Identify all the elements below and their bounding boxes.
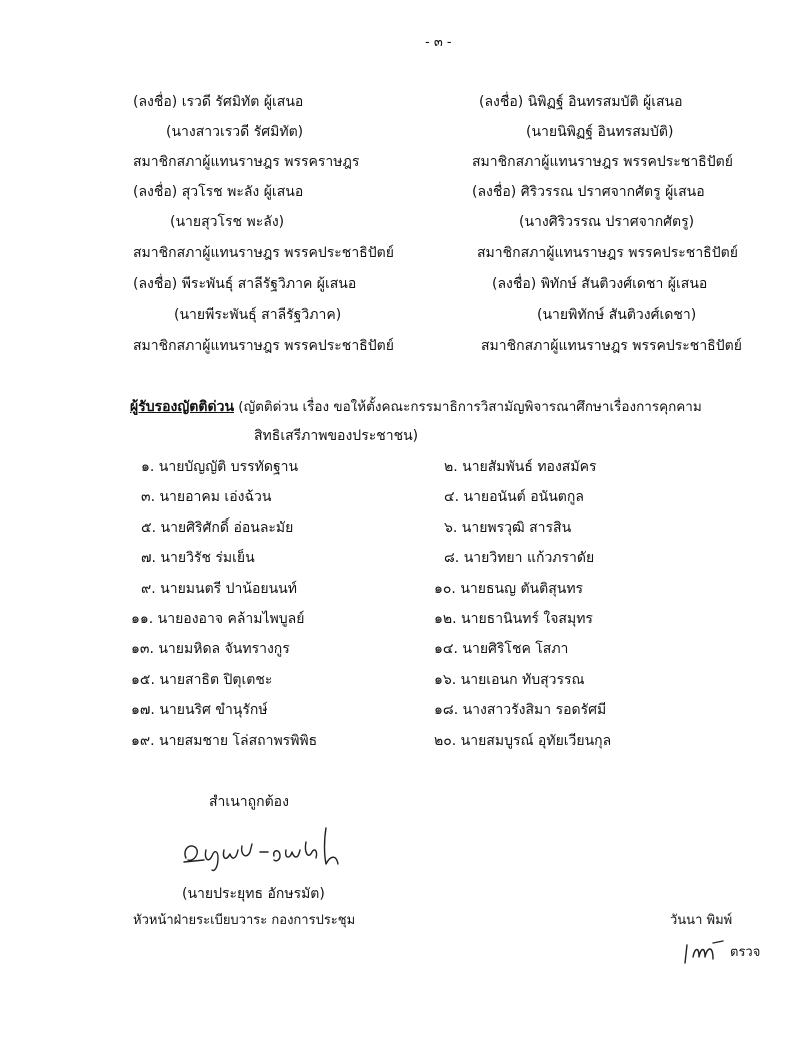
endorser-20: ๒๐. นายสมบูรณ์ อุทัยเวียนกุล [434, 733, 612, 749]
endorsers-heading-desc-line2: สิทธิเสรีภาพของประชาชน) [254, 428, 419, 444]
signatory-1-name: (นางสาวเรวดี รัศมิทัต) [166, 124, 304, 140]
endorser-9: ๙. นายมนตรี ปาน้อยนนท์ [141, 581, 297, 597]
signatory-2-position: สมาชิกสภาผู้แทนราษฎร พรรคประชาธิปัตย์ [472, 154, 733, 170]
signatory-5-sign: (ลงชื่อ) พีระพันธุ์ สาลีรัฐวิภาค ผู้เสนอ [133, 276, 357, 292]
signatory-2-sign: (ลงชื่อ) นิพิฏฐ์ อินทรสมบัติ ผู้เสนอ [479, 94, 683, 110]
signatory-3-name: (นายสุวโรช พะลัง) [170, 214, 285, 230]
certified-label: สำเนาถูกต้อง [209, 794, 289, 810]
signatory-5-name: (นายพีระพันธุ์ สาลีรัฐวิภาค) [174, 307, 342, 323]
signatory-3-position: สมาชิกสภาผู้แทนราษฎร พรรคประชาธิปัตย์ [133, 245, 394, 261]
endorser-1: ๑. นายบัญญัติ บรรทัดฐาน [141, 459, 299, 475]
signatory-6-position: สมาชิกสภาผู้แทนราษฎร พรรคประชาธิปัตย์ [481, 338, 742, 354]
endorser-15: ๑๕. นายสาธิต ปิตุเตชะ [131, 672, 273, 688]
signatory-4-position: สมาชิกสภาผู้แทนราษฎร พรรคประชาธิปัตย์ [477, 245, 738, 261]
endorser-3: ๓. นายอาคม เอ่งฉ้วน [141, 489, 272, 505]
checker-initials [683, 937, 729, 967]
endorser-4: ๔. นายอนันต์ อนันตกูล [444, 489, 584, 505]
endorser-13: ๑๓. นายมหิดล จันทรางกูร [131, 641, 290, 657]
endorser-8: ๘. นายวิทยา แก้วภราดัย [444, 550, 595, 566]
signatory-1-position: สมาชิกสภาผู้แทนราษฎร พรรคราษฎร [133, 154, 360, 170]
certified-name: (นายประยุทธ อักษรมัต) [182, 886, 325, 902]
signatory-3-sign: (ลงชื่อ) สุวโรช พะลัง ผู้เสนอ [133, 184, 304, 200]
page-number: - ๓ - [425, 35, 452, 50]
signatory-6-name: (นายพิทักษ์ สันติวงศ์เดชา) [537, 307, 697, 323]
endorser-12: ๑๒. นายธานินทร์ ใจสมุทร [434, 611, 593, 627]
endorser-18: ๑๘. นางสาวรังสิมา รอดรัศมี [434, 702, 607, 718]
typist-note: วันนา พิมพ์ [670, 913, 733, 928]
endorser-7: ๗. นายวิรัช ร่มเย็น [141, 550, 255, 566]
signatory-4-name: (นางศิริวรรณ ปราศจากศัตรู) [519, 214, 695, 230]
endorser-17: ๑๗. นายนริศ ขำนุรักษ์ [131, 702, 268, 718]
handwritten-signature [176, 820, 346, 875]
signatory-1-sign: (ลงชื่อ) เรวดี รัศมิทัต ผู้เสนอ [133, 94, 304, 110]
checker-label: ตรวจ [730, 945, 761, 960]
endorser-14: ๑๔. นายศิริโชค โสภา [434, 641, 569, 657]
signatory-4-sign: (ลงชื่อ) ศิริวรรณ ปราศจากศัตรู ผู้เสนอ [472, 184, 705, 200]
endorser-2: ๒. นายสัมพันธ์ ทองสมัคร [444, 459, 597, 475]
endorser-5: ๕. นายศิริศักดิ์ อ่อนละมัย [141, 520, 294, 536]
signatory-5-position: สมาชิกสภาผู้แทนราษฎร พรรคประชาธิปัตย์ [133, 338, 394, 354]
endorser-6: ๖. นายพรวุฒิ สารสิน [444, 520, 572, 536]
endorser-11: ๑๑. นายองอาจ คล้ามไพบูลย์ [131, 611, 305, 627]
endorsers-heading-title: ผู้รับรองญัตติด่วน [130, 399, 235, 415]
endorsers-heading [130, 398, 702, 416]
certified-position: หัวหน้าฝ่ายระเบียบวาระ กองการประชุม [133, 913, 356, 928]
endorser-16: ๑๖. นายเอนก ทับสุวรรณ [434, 672, 585, 688]
endorser-10: ๑๐. นายธนญ ตันติสุนทร [434, 581, 584, 597]
signatory-6-sign: (ลงชื่อ) พิทักษ์ สันติวงศ์เดชา ผู้เสนอ [492, 276, 708, 292]
signatory-2-name: (นายนิพิฏฐ์ อินทรสมบัติ) [526, 124, 674, 140]
endorser-19: ๑๙. นายสมชาย โล่สถาพรพิพิธ [131, 733, 318, 749]
endorsers-heading-desc: (ญัตติด่วน เรื่อง ขอให้ตั้งคณะกรรมาธิการวิสามัญพิจารณาศึกษาเรื่องการคุกคาม [234, 399, 702, 415]
